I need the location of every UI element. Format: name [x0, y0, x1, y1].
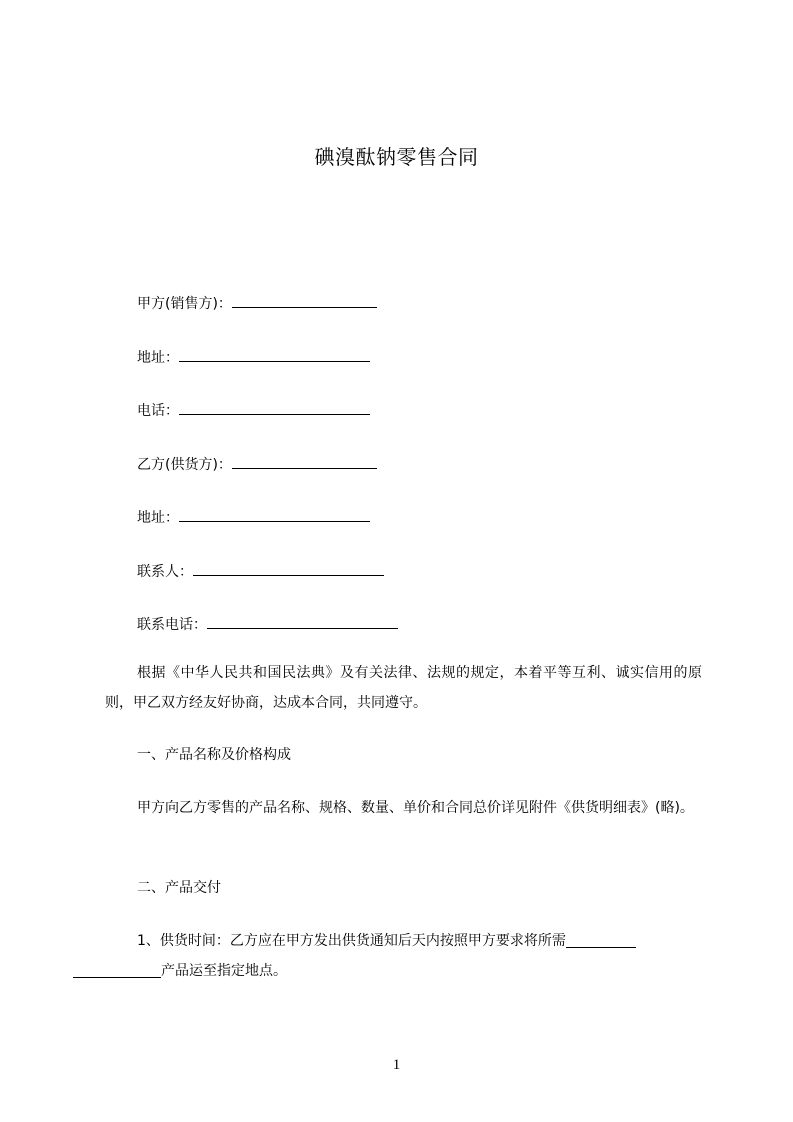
section-1-heading: 一、产品名称及价格构成: [137, 747, 291, 763]
party-a-address-label: 地址：: [137, 350, 179, 366]
section-2-item-1-suffix: 产品运至指定地点。: [161, 963, 287, 979]
party-a-phone-field: [137, 399, 370, 421]
party-a-blank: [232, 292, 377, 308]
party-b-contact-blank: [193, 560, 384, 576]
contract-title: 碘溴酞钠零售合同: [314, 145, 479, 169]
party-b-label: 乙方(供货方)：: [137, 457, 232, 473]
section-2-item-1: [105, 926, 702, 986]
party-b-contact-phone-label: 联系电话：: [137, 617, 207, 633]
party-b-address-blank: [179, 506, 370, 522]
party-a-address-blank: [179, 346, 370, 362]
product-name-blank: [566, 932, 636, 948]
party-b-contact-field: [137, 560, 384, 582]
party-b-contact-label: 联系人：: [137, 564, 193, 580]
party-a-address-field: [137, 346, 370, 368]
page-number: 1: [392, 1057, 401, 1073]
product-name-blank-continued: [73, 962, 161, 978]
party-a-field: [137, 292, 377, 314]
party-b-contact-phone-blank: [207, 613, 398, 629]
party-a-label: 甲方(销售方)：: [137, 296, 232, 312]
party-b-address-field: [137, 506, 370, 528]
section-1-paragraph: 甲方向乙方零售的产品名称、规格、数量、单价和合同总价详见附件《供货明细表》(略)。: [137, 800, 694, 816]
section-2-heading: 二、产品交付: [137, 880, 221, 896]
preamble-paragraph: 根据《中华人民共和国民法典》及有关法律、法规的规定，本着平等互利、诚实信用的原则，甲乙双方经友好协商，达成本合同，共同遵守。: [105, 665, 702, 711]
party-b-address-label: 地址：: [137, 510, 179, 526]
party-a-phone-label: 电话：: [137, 403, 179, 419]
party-b-contact-phone-field: [137, 613, 398, 635]
party-a-phone-blank: [179, 399, 370, 415]
party-b-blank: [232, 453, 377, 469]
section-2-item-1-prefix: 1、供货时间：乙方应在甲方发出供货通知后天内按照甲方要求将所需: [137, 933, 566, 949]
party-b-field: [137, 453, 377, 475]
